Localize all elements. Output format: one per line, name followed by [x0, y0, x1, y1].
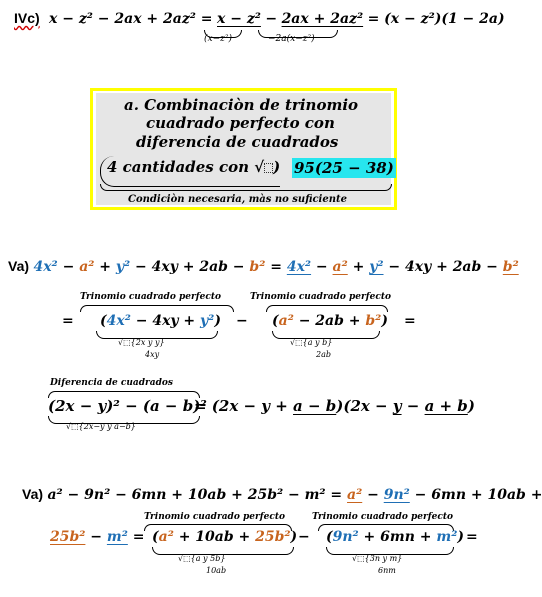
- va1-group2: (a² − 2ab + b²): [272, 313, 388, 329]
- va1-label: Va): [8, 258, 30, 274]
- ivc-left-expr: x − z² − 2ax + 2az² =: [44, 11, 213, 27]
- va1-roots1: √⬚{2x y y}: [118, 338, 165, 347]
- va2-mid1: 10ab: [206, 566, 227, 575]
- box-condition: 4 cantidades con √ ): [100, 156, 280, 187]
- box-highlight: 95(25 − 38): [294, 159, 394, 177]
- placeholder-square-icon: [264, 163, 273, 173]
- va1-tcp-label-2: Trinomio cuadrado perfecto: [250, 292, 391, 302]
- box-brace: [100, 184, 392, 191]
- va2-tcp-label-2: Trinomio cuadrado perfecto: [312, 512, 453, 522]
- va2-label: Va): [22, 486, 44, 502]
- va1-group1: (4x² − 4xy + y²): [100, 313, 221, 329]
- va2-group1: (a² + 10ab + 25b²): [152, 529, 298, 545]
- va2-roots2: √⬚{3n y m}: [352, 554, 403, 563]
- box-note: Condiciòn necesaria, màs no suficiente: [128, 194, 347, 205]
- va2-line: [22, 486, 542, 503]
- ivc-under-b: −2a(x−z²): [268, 34, 315, 44]
- va2-minus: −: [298, 529, 310, 545]
- ivc-minus: −: [265, 11, 278, 27]
- va1-eq1: =: [62, 313, 74, 329]
- va2-line2: 25b² − m² =: [50, 529, 145, 545]
- va1-mid2: 2ab: [316, 350, 331, 359]
- va2-group2: (9n² + 6mn + m²): [326, 529, 464, 545]
- va1-minus: −: [236, 313, 248, 329]
- va1-expr: 4x² − a² + y² − 4xy + 2ab − b² = 4x² − a² + y² − 4xy + 2ab − b²: [33, 259, 519, 275]
- va1-diff-result: = (2x − y + a − b)(2x − y − a + b): [194, 397, 475, 415]
- box-condition-text: 4 cantidades con √: [107, 158, 265, 176]
- va1-eq2: =: [404, 313, 416, 329]
- box-title-line1: a. Combinaciòn de trinomio: [124, 96, 359, 114]
- va2-roots1: √⬚{a y 5b}: [178, 554, 226, 563]
- ivc-rhs: = (x − z²)(1 − 2a): [367, 11, 505, 27]
- ivc-under-a: (x−z²): [204, 34, 232, 44]
- ivc-term-b: 2ax + 2az²: [281, 11, 364, 27]
- va1-overbrace-1: [80, 305, 234, 312]
- va1-line: [8, 258, 519, 275]
- va2-mid2: 6nm: [378, 566, 396, 575]
- va1-diff-roots: √⬚{2x−y y a−b}: [66, 422, 136, 431]
- va1-mid1: 4xy: [145, 350, 160, 359]
- va1-diff-expr: (2x − y)² − (a − b)²: [48, 397, 207, 415]
- va2-expr: a² − 9n² − 6mn + 10ab + 25b² − m² = a² − 9n² − 6mn + 10ab +: [47, 487, 542, 503]
- va1-diff-label: Diferencia de cuadrados: [50, 378, 173, 388]
- ivc-label: IVc): [14, 10, 40, 26]
- va1-tcp-label-1: Trinomio cuadrado perfecto: [80, 292, 221, 302]
- va2-tcp-label-1: Trinomio cuadrado perfecto: [144, 512, 285, 522]
- va1-roots2: √⬚{a y b}: [290, 338, 333, 347]
- va1-overbrace-2: [266, 305, 388, 312]
- va2-eq: =: [466, 529, 478, 545]
- box-title-line2: cuadrado perfecto con: [146, 114, 335, 132]
- ivc-line: [14, 10, 505, 27]
- ivc-term-a: x − z²: [217, 11, 261, 27]
- box-title-line3: diferencia de cuadrados: [136, 133, 339, 151]
